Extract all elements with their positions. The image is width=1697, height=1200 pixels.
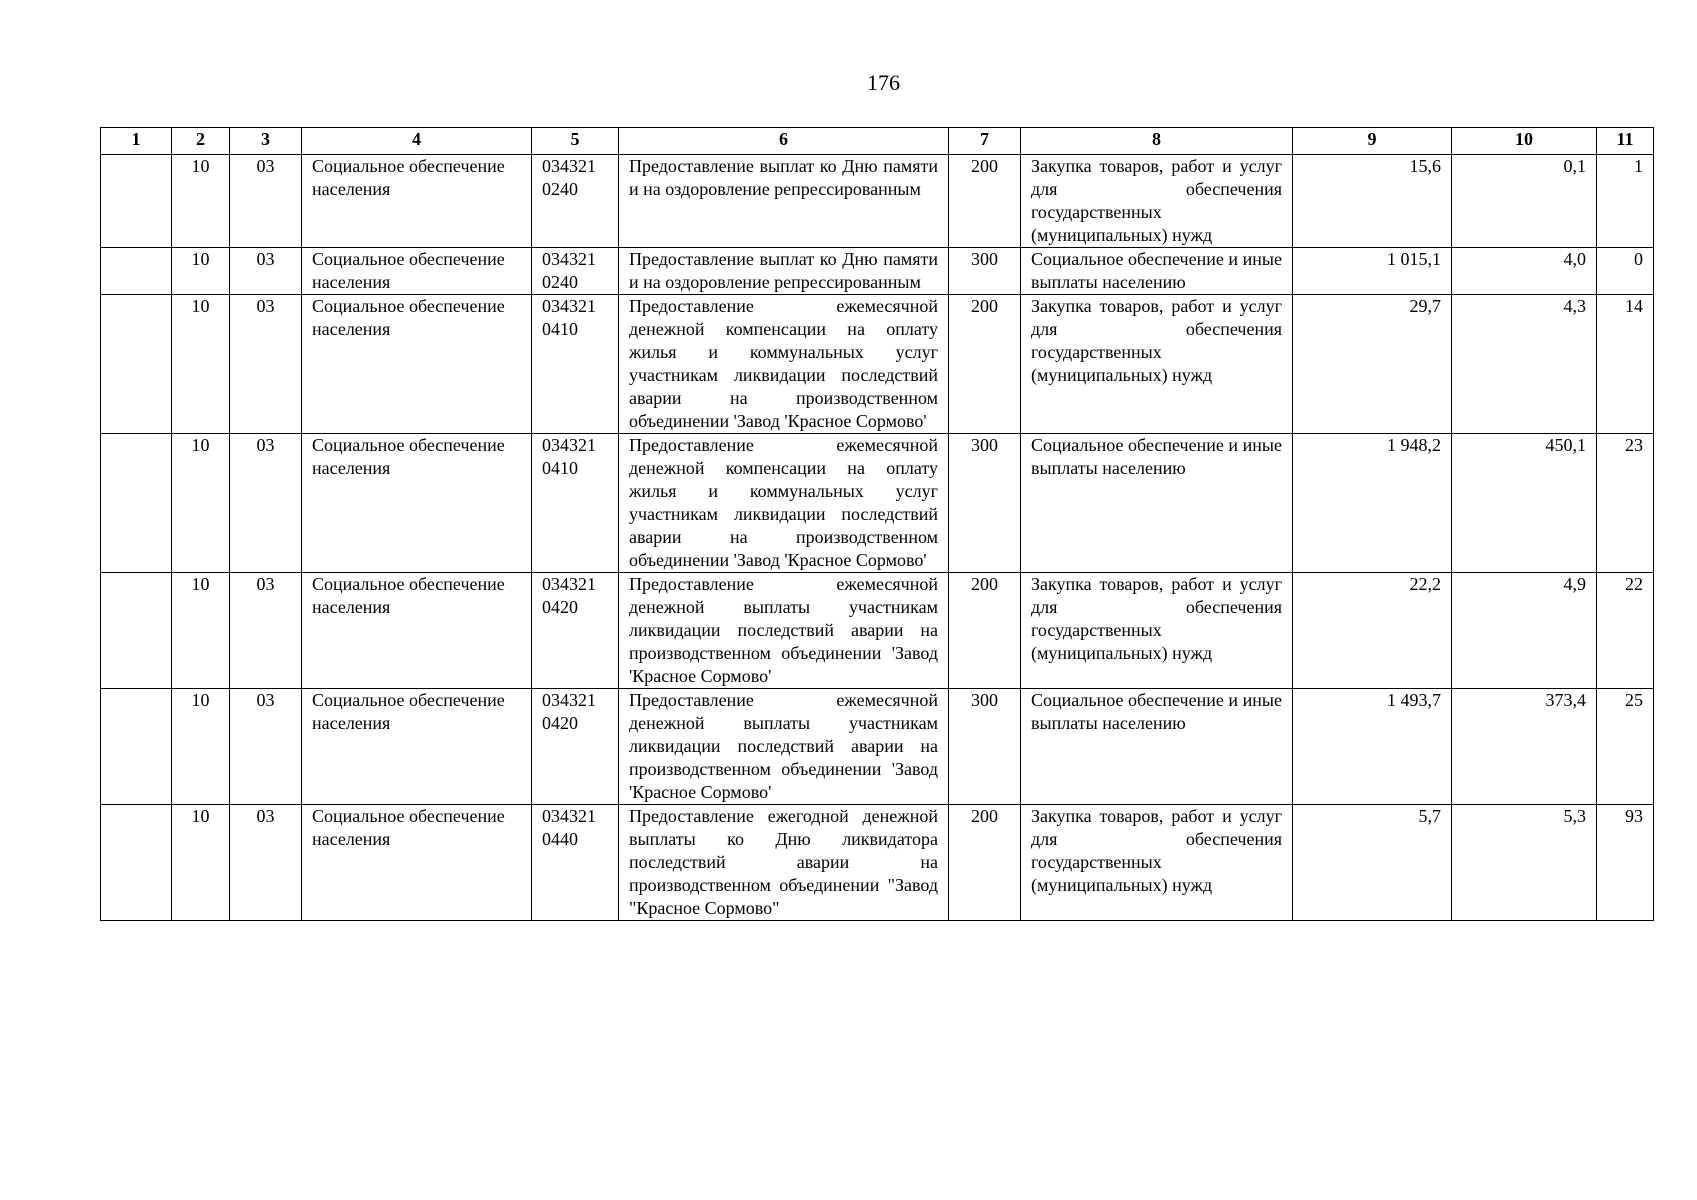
cell-subsection: 03	[230, 295, 302, 434]
table-row	[101, 434, 1654, 573]
column-header-4: 4	[302, 128, 532, 155]
cell-actual-value: 5,3	[1452, 805, 1597, 921]
page-number: 176	[867, 70, 900, 95]
cell-expense-type: 200	[949, 573, 1021, 689]
cell-target-code: 034321 0240	[532, 155, 619, 248]
cell-expense-name: Закупка товаров, работ и услуг для обеспечения государственных (муниципальных) нужд	[1021, 573, 1293, 689]
cell-percent: 22	[1597, 573, 1654, 689]
cell-target-code: 034321 0420	[532, 689, 619, 805]
column-header-2: 2	[172, 128, 230, 155]
cell-expense-type: 300	[949, 689, 1021, 805]
cell-plan-value: 15,6	[1293, 155, 1452, 248]
cell-plan-value: 1 948,2	[1293, 434, 1452, 573]
cell-expense-name: Социальное обеспечение и иные выплаты населению	[1021, 434, 1293, 573]
cell-percent: 25	[1597, 689, 1654, 805]
cell-actual-value: 373,4	[1452, 689, 1597, 805]
cell-description: Предоставление выплат ко Дню памяти и на оздоровление репрессированным	[619, 155, 949, 248]
cell-target-code: 034321 0420	[532, 573, 619, 689]
cell-description: Предоставление ежемесячной денежной компенсации на оплату жилья и коммунальных услуг участникам ликвидации последствий аварии на производственном объединении 'Завод 'Красное Сормово'	[619, 295, 949, 434]
cell-subsection: 03	[230, 434, 302, 573]
cell-percent: 1	[1597, 155, 1654, 248]
cell-section-name: Социальное обеспечение населения	[302, 248, 532, 295]
cell-description: Предоставление ежемесячной денежной компенсации на оплату жилья и коммунальных услуг участникам ликвидации последствий аварии на производственном объединении 'Завод 'Красное Сормово'	[619, 434, 949, 573]
cell-col1	[101, 805, 172, 921]
cell-description: Предоставление ежемесячной денежной выплаты участникам ликвидации последствий аварии на производственном объединении 'Завод 'Красное Сормово'	[619, 573, 949, 689]
cell-col1	[101, 295, 172, 434]
cell-expense-type: 200	[949, 295, 1021, 434]
cell-section: 10	[172, 248, 230, 295]
cell-expense-type: 200	[949, 155, 1021, 248]
cell-actual-value: 4,0	[1452, 248, 1597, 295]
cell-percent: 93	[1597, 805, 1654, 921]
table-row	[101, 295, 1654, 434]
column-header-8: 8	[1021, 128, 1293, 155]
cell-actual-value: 0,1	[1452, 155, 1597, 248]
cell-col1	[101, 248, 172, 295]
cell-actual-value: 4,9	[1452, 573, 1597, 689]
table-row	[101, 573, 1654, 689]
column-header-5: 5	[532, 128, 619, 155]
cell-actual-value: 4,3	[1452, 295, 1597, 434]
cell-plan-value: 29,7	[1293, 295, 1452, 434]
column-header-10: 10	[1452, 128, 1597, 155]
column-header-9: 9	[1293, 128, 1452, 155]
cell-subsection: 03	[230, 155, 302, 248]
column-header-3: 3	[230, 128, 302, 155]
cell-description: Предоставление ежегодной денежной выплаты ко Дню ликвидатора последствий аварии на производственном объединении "Завод "Красное Сормово"	[619, 805, 949, 921]
table-row	[101, 155, 1654, 248]
cell-target-code: 034321 0410	[532, 295, 619, 434]
cell-plan-value: 1 015,1	[1293, 248, 1452, 295]
cell-section-name: Социальное обеспечение населения	[302, 689, 532, 805]
cell-expense-name: Социальное обеспечение и иные выплаты населению	[1021, 248, 1293, 295]
cell-col1	[101, 689, 172, 805]
cell-description: Предоставление ежемесячной денежной выплаты участникам ликвидации последствий аварии на производственном объединении 'Завод 'Красное Сормово'	[619, 689, 949, 805]
table-row	[101, 689, 1654, 805]
cell-expense-type: 300	[949, 434, 1021, 573]
cell-section: 10	[172, 689, 230, 805]
cell-section: 10	[172, 295, 230, 434]
cell-plan-value: 22,2	[1293, 573, 1452, 689]
cell-expense-name: Социальное обеспечение и иные выплаты населению	[1021, 689, 1293, 805]
cell-subsection: 03	[230, 248, 302, 295]
budget-table	[100, 127, 1654, 921]
cell-plan-value: 5,7	[1293, 805, 1452, 921]
cell-subsection: 03	[230, 689, 302, 805]
cell-section-name: Социальное обеспечение населения	[302, 434, 532, 573]
table-body	[101, 155, 1654, 921]
table-row	[101, 805, 1654, 921]
cell-section: 10	[172, 805, 230, 921]
cell-section-name: Социальное обеспечение населения	[302, 573, 532, 689]
cell-section-name: Социальное обеспечение населения	[302, 295, 532, 434]
cell-target-code: 034321 0440	[532, 805, 619, 921]
column-header-7: 7	[949, 128, 1021, 155]
cell-expense-type: 300	[949, 248, 1021, 295]
cell-section: 10	[172, 434, 230, 573]
cell-percent: 14	[1597, 295, 1654, 434]
cell-section-name: Социальное обеспечение населения	[302, 805, 532, 921]
cell-subsection: 03	[230, 805, 302, 921]
cell-expense-name: Закупка товаров, работ и услуг для обеспечения государственных (муниципальных) нужд	[1021, 155, 1293, 248]
cell-col1	[101, 573, 172, 689]
cell-target-code: 034321 0240	[532, 248, 619, 295]
cell-actual-value: 450,1	[1452, 434, 1597, 573]
cell-expense-name: Закупка товаров, работ и услуг для обеспечения государственных (муниципальных) нужд	[1021, 805, 1293, 921]
cell-section: 10	[172, 573, 230, 689]
cell-percent: 23	[1597, 434, 1654, 573]
cell-section: 10	[172, 155, 230, 248]
cell-percent: 0	[1597, 248, 1654, 295]
cell-expense-name: Закупка товаров, работ и услуг для обеспечения государственных (муниципальных) нужд	[1021, 295, 1293, 434]
cell-plan-value: 1 493,7	[1293, 689, 1452, 805]
column-header-11: 11	[1597, 128, 1654, 155]
table-row	[101, 248, 1654, 295]
cell-section-name: Социальное обеспечение населения	[302, 155, 532, 248]
cell-subsection: 03	[230, 573, 302, 689]
table-header-row	[101, 128, 1654, 155]
cell-description: Предоставление выплат ко Дню памяти и на оздоровление репрессированным	[619, 248, 949, 295]
cell-expense-type: 200	[949, 805, 1021, 921]
column-header-6: 6	[619, 128, 949, 155]
cell-col1	[101, 434, 172, 573]
cell-col1	[101, 155, 172, 248]
cell-target-code: 034321 0410	[532, 434, 619, 573]
column-header-1: 1	[101, 128, 172, 155]
